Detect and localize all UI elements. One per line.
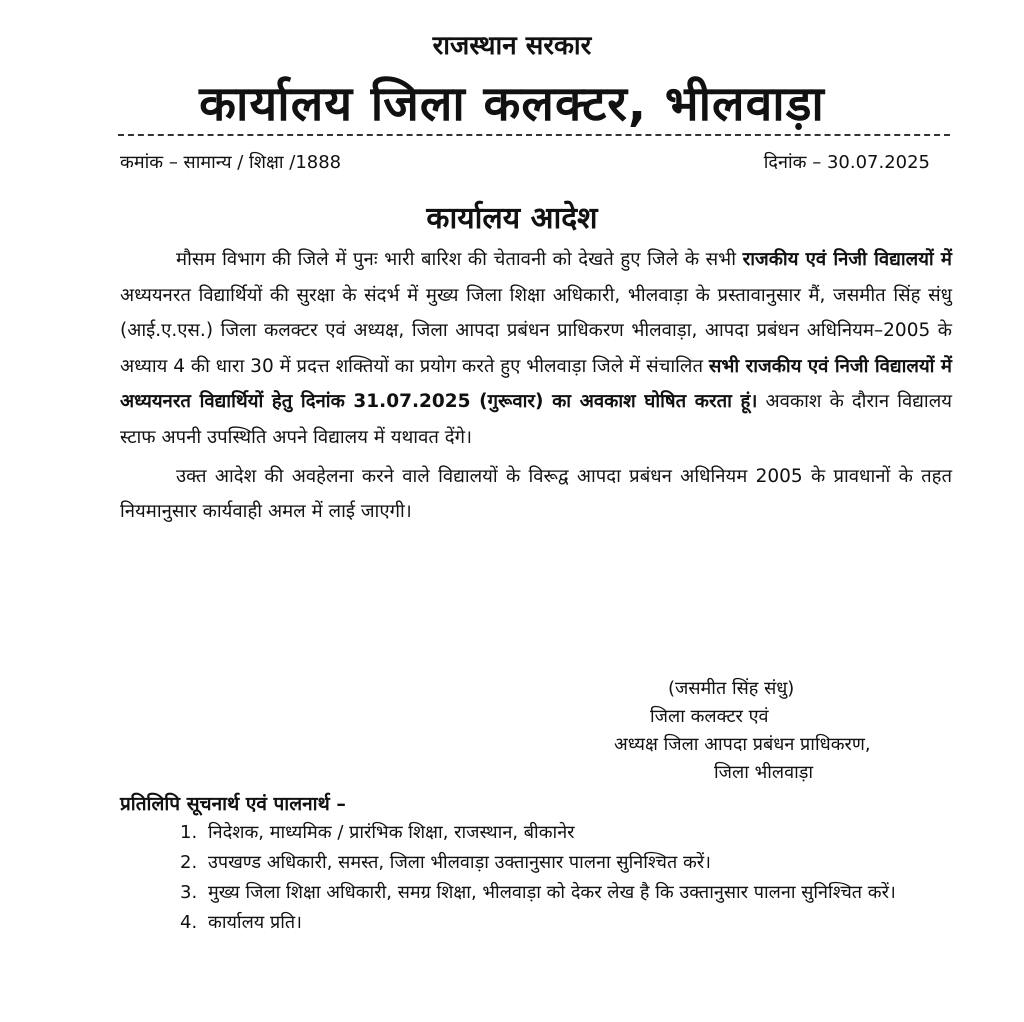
paragraph-1 bbox=[120, 242, 952, 456]
copy-to-list bbox=[180, 818, 952, 938]
list-item-number: 1. bbox=[180, 822, 198, 843]
signatory-name: (जसमीत सिंह संधु) bbox=[668, 678, 795, 699]
paragraph-2: उक्त आदेश की अवहेलना करने वाले विद्यालयों के विरूद्व आपदा प्रबंधन अधिनियम 2005 के प्रावधानों के तहत नियमानुसार कार्यवाही अमल में लाई जाएगी। bbox=[120, 465, 952, 523]
signatory-title-2: अध्यक्ष जिला आपदा प्रबंधन प्राधिकरण, bbox=[614, 734, 871, 755]
list-item-text: कार्यालय प्रति। bbox=[208, 912, 302, 933]
p1-text-3: अवकाश के दौरान विद्यालय स्टाफ अपनी उपस्थिति अपने विद्यालय में यथावत देंगे। bbox=[120, 391, 952, 448]
date-value: 30.07.2025 bbox=[826, 152, 930, 173]
list-item-number: 3. bbox=[180, 882, 198, 903]
list-item bbox=[180, 818, 952, 848]
government-name: राजस्थान सरकार bbox=[432, 31, 592, 61]
order-heading: कार्यालय आदेश bbox=[426, 201, 598, 236]
date-dash: – bbox=[812, 152, 827, 173]
p1-text-1: मौसम विभाग की जिले में पुनः भारी बारिश की चेतावनी को देखते हुए जिले के सभी bbox=[176, 249, 743, 270]
order-date bbox=[764, 150, 930, 174]
p1-bold-1: राजकीय एवं निजी विद्यालयों में bbox=[742, 249, 952, 270]
list-item-text: निदेशक, माध्यमिक / प्रारंभिक शिक्षा, राजस्थान, बीकानेर bbox=[208, 822, 575, 843]
copy-to-heading: प्रतिलिपि सूचनार्थ एवं पालनार्थ – bbox=[120, 793, 346, 815]
list-item bbox=[180, 878, 952, 908]
signatory-title-1: जिला कलक्टर एवं bbox=[650, 706, 769, 727]
list-item-text: मुख्य जिला शिक्षा अधिकारी, समग्र शिक्षा, भीलवाड़ा को देकर लेख है कि उक्तानुसार पालना सुनिश्चित करें। bbox=[208, 882, 896, 903]
list-item bbox=[180, 848, 952, 878]
ref-label: कमांक bbox=[120, 152, 164, 173]
ref-value: सामान्य / शिक्षा /1888 bbox=[183, 152, 342, 173]
date-label: दिनांक bbox=[763, 152, 807, 173]
p1-bold-2: सभी राजकीय एवं निजी विद्यालयों में अध्ययनरत विद्यार्थियों हेतु दिनांक 31.07.2025 (गुरूवार) का अवकाश घोषित करता हूं। bbox=[120, 355, 952, 413]
p1-text-2: अध्ययनरत विद्यार्थियों की सुरक्षा के संदर्भ में मुख्य जिला शिक्षा अधिकारी, भीलवाड़ा के प्रस्तावानुसार मैं, जसमीत सिंह संधु (आई.ए.एस.) जिला कलक्टर एवं अध्यक्ष, जिला आपदा प्रबंधन प्राधिकरण भीलवाड़ा, आपदा प्रबंधन अधिनियम–2005 के अध्याय 4 की धारा 30 में प्रदत्त शक्तियों का प्रयोग करते हुए भीलवाड़ा जिले में संचालित bbox=[120, 284, 952, 377]
header-divider bbox=[118, 134, 950, 136]
list-item-number: 2. bbox=[180, 852, 198, 873]
ref-dash: – bbox=[168, 152, 184, 173]
list-item-text: उपखण्ड अधिकारी, समस्त, जिला भीलवाड़ा उक्तानुसार पालना सुनिश्चित करें। bbox=[208, 852, 711, 873]
list-item-number: 4. bbox=[180, 912, 198, 933]
signature-block bbox=[560, 675, 1000, 787]
reference-number bbox=[120, 150, 341, 174]
order-body bbox=[120, 242, 952, 530]
office-title: कार्यालय जिला कलक्टर, भीलवाड़ा bbox=[199, 76, 825, 132]
signatory-title-3: जिला भीलवाड़ा bbox=[714, 762, 814, 783]
list-item bbox=[180, 908, 952, 938]
